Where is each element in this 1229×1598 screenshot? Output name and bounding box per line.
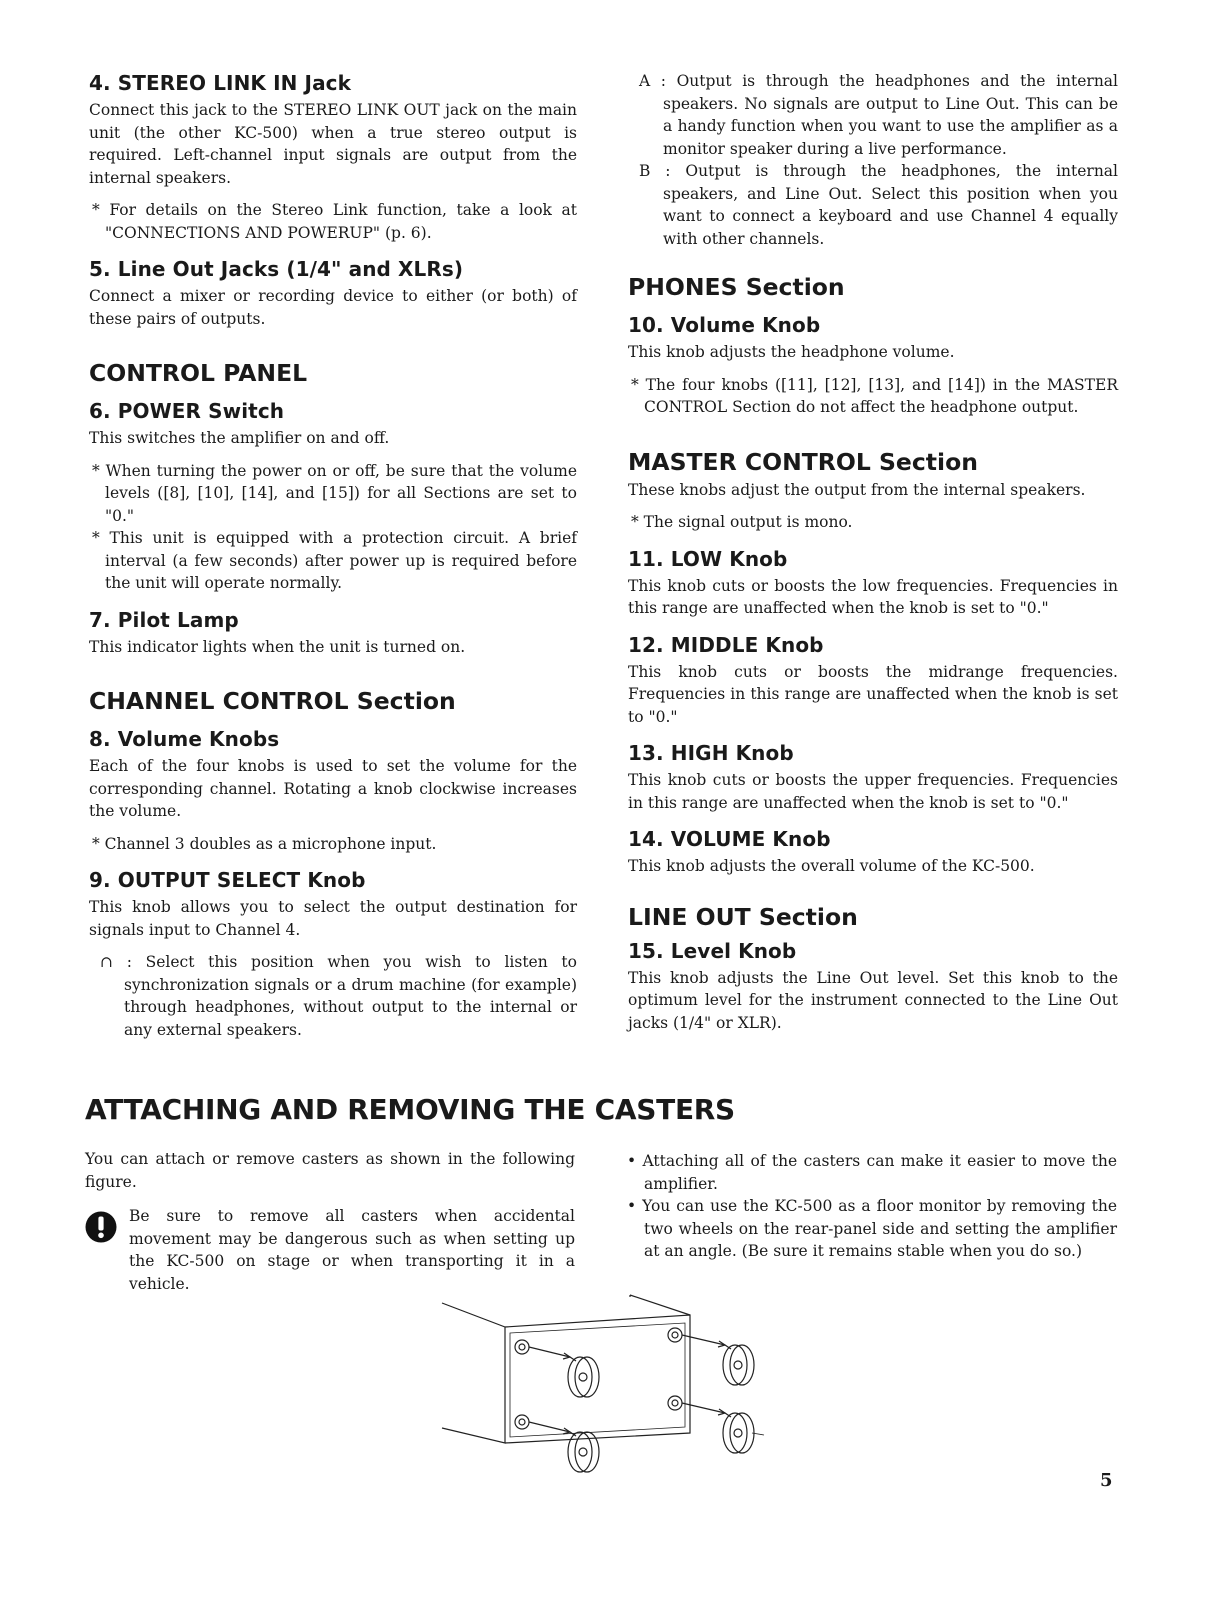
heading-output-select: 9. OUTPUT SELECT Knob bbox=[89, 868, 366, 892]
body-master-control: These knobs adjust the output from the internal speakers. bbox=[628, 480, 1086, 499]
heading-power-switch: 6. POWER Switch bbox=[89, 399, 285, 423]
note-channel-3: * Channel 3 doubles as a microphone input. bbox=[92, 834, 437, 853]
heading-volume-knob: 14. VOLUME Knob bbox=[628, 827, 831, 851]
section-high-knob bbox=[628, 740, 1118, 814]
heading-middle-knob: 12. MIDDLE Knob bbox=[628, 632, 824, 657]
body-volume-knob: This knob adjusts the overall volume of the KC-500. bbox=[628, 857, 1035, 875]
option-b: B : Output is through the headphones, the internal speakers, and Line Out. Select this position when you want to connect a keyboard and use Channel 4 equally with other channels. bbox=[639, 162, 1118, 248]
heading-pilot-lamp: 7. Pilot Lamp bbox=[89, 607, 239, 632]
section-stereo-link-in bbox=[89, 70, 577, 244]
section-line-out-jacks bbox=[89, 256, 577, 330]
section-low-knob bbox=[628, 546, 1118, 620]
section-middle-knob bbox=[628, 632, 1118, 729]
casters-warning bbox=[85, 1205, 575, 1295]
note-master-headphone: * The four knobs ([11], [12], [13], and [14]) in the MASTER CONTROL Section do not affect the headphone output. bbox=[631, 375, 1118, 416]
heading-high-knob: 13. HIGH Knob bbox=[628, 741, 794, 765]
left-column bbox=[89, 70, 577, 1053]
section-pilot-lamp bbox=[89, 607, 577, 659]
section-level-knob bbox=[628, 938, 1118, 1035]
note-power-volume: * When turning the power on or off, be sure that the volume levels ([8], [10], [14], and [15]) for all Sections are set to "0." bbox=[92, 461, 577, 525]
heading-master-control: MASTER CONTROL Section bbox=[628, 447, 978, 476]
heading-phones-volume: 10. Volume Knob bbox=[628, 313, 821, 337]
caster-attachment-figure bbox=[430, 1285, 770, 1485]
heading-stereo-link-in: 4. STEREO LINK IN Jack bbox=[89, 71, 352, 95]
heading-casters: ATTACHING AND REMOVING THE CASTERS bbox=[85, 1093, 735, 1126]
body-pilot-lamp: This indicator lights when the unit is turned on. bbox=[89, 637, 466, 656]
note-mono: * The signal output is mono. bbox=[631, 513, 853, 531]
warning-icon bbox=[85, 1211, 117, 1243]
option-a: A : Output is through the headphones and the internal speakers. No signals are output to Line Out. This can be a handy function when you want to use the amplifier as a monitor speaker during a live performance. bbox=[639, 72, 1118, 158]
casters-left-column bbox=[85, 1148, 575, 1295]
heading-level-knob: 15. Level Knob bbox=[628, 938, 797, 963]
heading-volume-knobs: 8. Volume Knobs bbox=[89, 727, 280, 751]
section-volume-knobs bbox=[89, 726, 577, 855]
body-phones-volume: This knob adjusts the headphone volume. bbox=[628, 343, 955, 361]
heading-channel-control: CHANNEL CONTROL Section bbox=[89, 687, 456, 715]
body-line-out-jacks: Connect a mixer or recording device to either (or both) of these pairs of outputs. bbox=[89, 287, 577, 328]
section-master-control bbox=[628, 479, 1118, 534]
body-level-knob: This knob adjusts the Line Out level. Set this knob to the optimum level for the instrument connected to the Line Out jacks (1/4" or XLR). bbox=[628, 968, 1118, 1032]
heading-control-panel: CONTROL PANEL bbox=[89, 359, 308, 387]
body-output-select: This knob allows you to select the output destination for signals input to Channel 4. bbox=[89, 898, 577, 939]
section-volume-knob bbox=[628, 826, 1118, 878]
bullet-floor-monitor: • You can use the KC-500 as a floor monitor by removing the two wheels on the rear-panel side and setting the amplifier at an angle. (Be sure it remains stable when you do so.) bbox=[627, 1197, 1117, 1260]
right-column bbox=[628, 70, 1118, 1046]
note-protection-circuit: * This unit is equipped with a protection circuit. A brief interval (a few seconds) after power up is required before the unit will operate normally. bbox=[92, 529, 577, 592]
option-headphone-only: ∩ : Select this position when you wish to listen to synchronization signals or a drum machine (for example) through headphones, without output to the internal or any external speakers. bbox=[100, 953, 577, 1039]
page-number: 5 bbox=[1100, 1470, 1113, 1491]
body-power-switch: This switches the amplifier on and off. bbox=[89, 429, 390, 447]
section-output-options bbox=[628, 70, 1118, 250]
casters-intro: You can attach or remove casters as shown in the following figure. bbox=[85, 1150, 575, 1191]
body-middle-knob: This knob cuts or boosts the midrange frequencies. Frequencies in this range are unaffected when the knob is set to "0." bbox=[628, 662, 1118, 726]
section-power-switch bbox=[89, 398, 577, 595]
body-stereo-link-in: Connect this jack to the STEREO LINK OUT jack on the main unit (the other KC-500) when a true stereo output is required. Left-channel input signals are output from the internal speakers. bbox=[89, 101, 577, 187]
body-low-knob: This knob cuts or boosts the low frequencies. Frequencies in this range are unaffected when the knob is set to "0." bbox=[628, 576, 1118, 617]
heading-line-out-section: LINE OUT Section bbox=[628, 902, 858, 931]
heading-low-knob: 11. LOW Knob bbox=[628, 546, 788, 571]
heading-phones: PHONES Section bbox=[628, 273, 845, 301]
body-volume-knobs: Each of the four knobs is used to set the volume for the corresponding channel. Rotating a knob clockwise increases the volume. bbox=[89, 757, 577, 820]
casters-right-column bbox=[625, 1150, 1117, 1263]
warning-text: Be sure to remove all casters when accidental movement may be dangerous such as when setting up the KC-500 on stage or when transporting it in a vehicle. bbox=[129, 1207, 575, 1293]
heading-line-out-jacks: 5. Line Out Jacks (1/4" and XLRs) bbox=[89, 257, 464, 281]
note-stereo-link: * For details on the Stereo Link function, take a look at "CONNECTIONS AND POWERUP" (p. 6). bbox=[92, 201, 577, 242]
body-high-knob: This knob cuts or boosts the upper frequencies. Frequencies in this range are unaffected when the knob is set to "0." bbox=[628, 771, 1118, 812]
section-phones-volume bbox=[628, 312, 1118, 419]
bullet-attaching-casters: • Attaching all of the casters can make it easier to move the amplifier. bbox=[627, 1152, 1117, 1193]
section-output-select bbox=[89, 867, 577, 1041]
